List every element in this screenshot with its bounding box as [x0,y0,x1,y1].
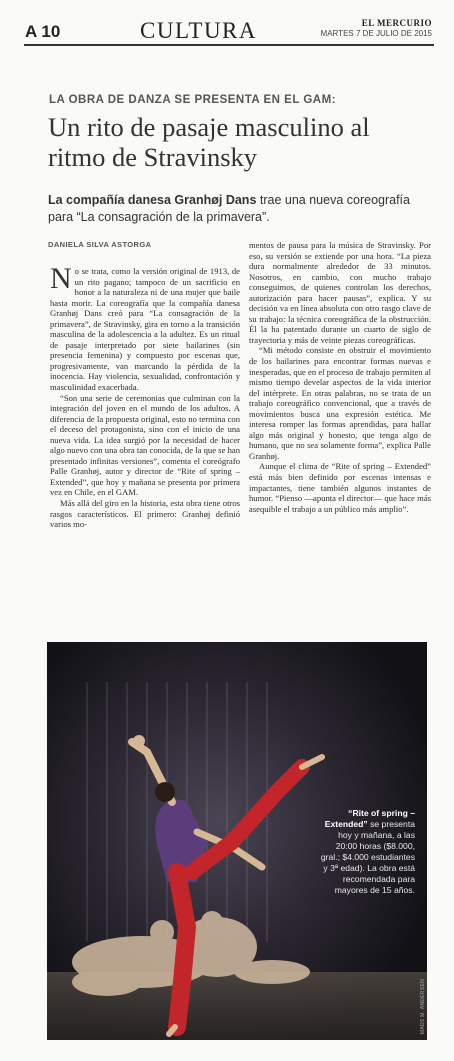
paragraph: Más allá del giro en la historia, esta obra tiene otros rasgos característicos. El primero: Granhøj definió varios mo- [50,498,240,530]
article-column-2 [249,240,431,514]
issue-date: MARTES 7 DE JULIO DE 2015 [320,29,432,38]
paragraph: Aunque el clima de “Rite of spring – Extended” está más bien definido por escenas intensas e impactantes, tiene también algunos instantes de humor. “Pienso —apunta el director— que hace más asequible el trabajo a un público más amplio”. [249,461,431,514]
paragraph [50,262,240,393]
article-deck [48,192,428,226]
paragraph-text: o se trata, como la versión original de 1913, de un rito pagano; tampoco de un sacrificio en honor a la naturaleza ni de una mujer que baile hasta morir. La coreografía que la compañía danesa Granhøj Dans creó para “La consagración de la primavera”, de Stravinsky, gira en torno a la transición masculina de la adolescencia a la adultez. Es un ritual de pasaje interpretado por siete bailarines (sin presencia femenina) y compuesto por escenas que, progresivamente, van marcando la pérdida de la inocencia. Hay violencia, sexualidad, confrontación y masculinidad exacerbada. [50,266,240,393]
photo-credit: MADS M. ANDERSEN [420,978,426,1034]
header-rule [24,44,434,46]
byline: DANIELA SILVA ASTORGA [48,240,152,249]
paper-name: EL MERCURIO [361,18,432,28]
masthead [321,18,432,38]
article-column-1 [50,262,240,530]
article-headline: Un rito de pasaje masculino al ritmo de Stravinsky [48,112,370,172]
paragraph: “Son una serie de ceremonias que culminan con la integración del joven en el mundo de los adultos. A diferencia de la propuesta original, esto no termina con el deceso del protagonista, sino con el inicio de una nueva vida. La idea surgió por la necesidad de hacer algo nuevo con una obra tan conocida, de la que se han presentado infinitas versiones”, comenta el coreógrafo Palle Granhøj, autor y director de “Rite of spring – Extended”, que hoy y mañana se presenta por primera vez en Chile, en el GAM. [50,392,240,498]
caption-title: “Rite of spring – Extended” [324,808,415,829]
page-number: A 10 [25,22,61,41]
photo-caption [315,808,415,896]
section-title: CULTURA [140,18,257,43]
deck-text: trae una nueva coreografía para “La consagración de la primavera”. [48,193,410,224]
dance-photo [47,642,427,1040]
paragraph: mentos de pausa para la música de Stravinsky. Por eso, su versión se extiende por una hora. “La pieza dura normalmente alrededor de 33 minutos. Nosotros, en cambio, con mucho trabajo conseguimos, de quienes controlan los derechos, autorización para hacer pausas”, explica. Y su decisión va en línea absoluta con otro rasgo clave de su trabajo: la técnica coreográfica de la obstrucción. Él la ha patentado durante un cuarto de siglo de trayectoria y más de veinte piezas coreográficas. [249,240,431,345]
paragraph: “Mi método consiste en obstruir el movimiento de los bailarines para encontrar formas nuevas e inesperadas, que en el proceso de trabajo permiten al mismo tiempo develar aspectos de la vida interior del intérprete. En otras palabras, no se trata de un trabajo coreográfico convencional, que a través de movimientos busca una expresión estética. Me interesa romper las formas aprendidas, para hallar algo más original y honesto, que tenga algo de humano, que no sea solamente forma”, explica Palle Granhøj. [249,345,431,461]
drop-cap: N [50,262,72,295]
article-kicker: LA OBRA DE DANZA SE PRESENTA EN EL GAM: [49,94,336,106]
deck-company-name: La compañía danesa Granhøj Dans [48,193,257,207]
caption-text: se presenta hoy y mañana, a las 20:00 horas ($8.000, gral.; $4.000 estudiantes y 3ª edad). La obra está recomendada para mayores de 15 años. [320,819,415,895]
